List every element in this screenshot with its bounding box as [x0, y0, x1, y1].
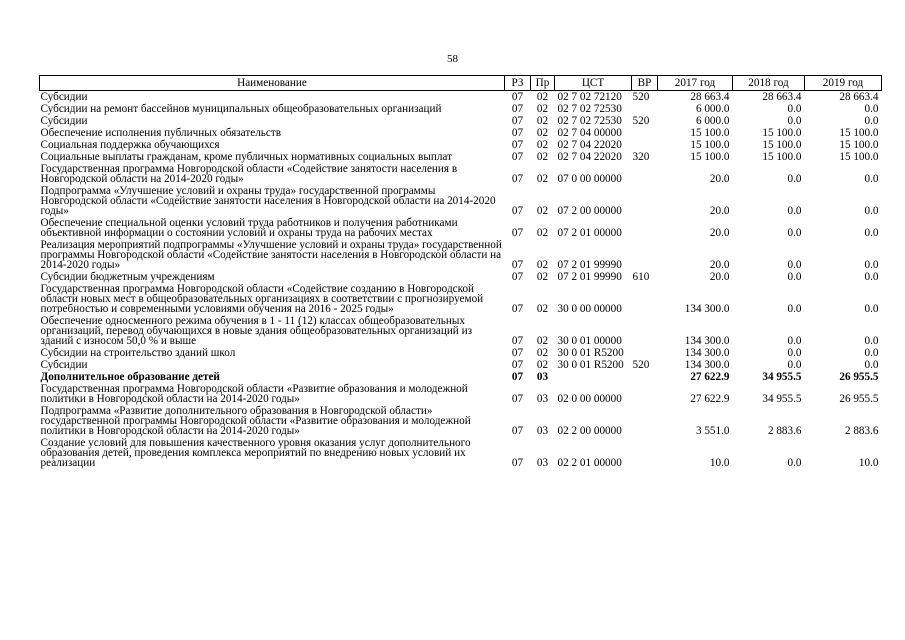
- row-rz: 07: [511, 393, 524, 405]
- row-pr: 02: [536, 335, 549, 347]
- table-header-row: [40, 76, 882, 91]
- table-row: [40, 283, 882, 315]
- table-row: [40, 163, 882, 185]
- row-pr: 02: [536, 303, 549, 315]
- row-2019-value: 0.0: [864, 115, 879, 127]
- row-rz: 07: [511, 347, 524, 359]
- row-pr: 02: [536, 359, 549, 371]
- row-cst: 30 0 01 R5200: [557, 359, 624, 371]
- row-vr: 520: [632, 359, 650, 371]
- row-vr: [632, 347, 658, 359]
- header-name: Наименование: [40, 76, 505, 91]
- row-name: Реализация мероприятий подпрограммы «Улучшение условий и охраны труда» государственной программы Новгородской области «Содействие занятости населения в Новгородской области на 2014-2020 годы»: [40, 239, 502, 271]
- row-2017-value: 6 000.0: [695, 103, 730, 115]
- row-2019-value: 0.0: [864, 259, 879, 271]
- row-cst: 02 7 02 72530: [557, 115, 622, 127]
- row-vr: [632, 163, 658, 185]
- row-cst: 07 2 01 99990: [557, 271, 622, 283]
- row-pr: 02: [536, 115, 549, 127]
- table-row: [40, 91, 882, 104]
- row-2018-value: 34 955.5: [762, 393, 802, 405]
- table-row: [40, 347, 882, 359]
- row-rz: 07: [511, 425, 524, 437]
- row-2018-value: 0.0: [787, 103, 802, 115]
- row-2018-value: 0.0: [787, 115, 802, 127]
- row-2017-value: 20.0: [709, 227, 730, 239]
- row-2018-value: 0.0: [787, 347, 802, 359]
- row-cst: 30 0 01 R5200: [557, 347, 624, 359]
- row-pr: 02: [536, 91, 549, 103]
- row-2018-value: 0.0: [787, 457, 802, 469]
- row-vr: [632, 283, 658, 315]
- row-rz: 07: [511, 259, 524, 271]
- row-rz: 07: [511, 139, 524, 151]
- row-2017-value: 20.0: [709, 205, 730, 217]
- row-name: Подпрограмма «Улучшение условий и охраны труда» государственной программы Новгородской области «Содействие занятости населения в Новгородской области на 2014-2020 годы»: [40, 185, 496, 217]
- row-pr: 02: [536, 173, 549, 185]
- row-name: Дополнительное образование детей: [40, 371, 220, 383]
- row-cst: 02 7 04 00000: [557, 127, 622, 139]
- table-row: [40, 315, 882, 347]
- row-pr: 02: [536, 259, 549, 271]
- row-2019-value: 15 100.0: [839, 127, 879, 139]
- row-2019-value: 2 883.6: [844, 425, 879, 437]
- row-rz: 07: [511, 271, 524, 283]
- table-row: [40, 371, 882, 383]
- row-2018-value: 15 100.0: [762, 139, 802, 151]
- row-cst: 07 2 01 00000: [557, 227, 622, 239]
- row-vr: [632, 103, 658, 115]
- row-rz: 07: [511, 205, 524, 217]
- row-2017-value: 6 000.0: [695, 115, 730, 127]
- row-2017-value: 15 100.0: [690, 139, 730, 151]
- row-2018-value: 34 955.5: [762, 371, 802, 383]
- row-name: Субсидии на ремонт бассейнов муниципальных общеобразовательных организаций: [40, 103, 442, 115]
- row-rz: 07: [511, 115, 524, 127]
- row-rz: 07: [511, 173, 524, 185]
- row-vr: [632, 217, 658, 239]
- row-cst: 07 2 00 00000: [557, 205, 622, 217]
- row-2017-value: 20.0: [709, 259, 730, 271]
- row-name: Субсидии бюджетным учреждениям: [40, 271, 215, 283]
- row-vr: [632, 371, 658, 383]
- row-2017-value: 134 300.0: [684, 359, 730, 371]
- row-cst: 02 7 02 72120: [557, 91, 622, 103]
- row-rz: 07: [511, 359, 524, 371]
- row-2019-value: 26 955.5: [839, 393, 879, 405]
- row-vr: 520: [632, 115, 650, 127]
- row-2018-value: 0.0: [787, 359, 802, 371]
- row-2019-value: 0.0: [864, 347, 879, 359]
- row-name: Субсидии: [40, 359, 88, 371]
- header-pr: Пр: [531, 76, 555, 91]
- row-rz: 07: [511, 303, 524, 315]
- table-row: [40, 239, 882, 271]
- row-cst: 30 0 00 00000: [557, 303, 622, 315]
- table-row: [40, 151, 882, 163]
- table-row: [40, 437, 882, 469]
- table-row: [40, 405, 882, 437]
- row-2018-value: 0.0: [787, 259, 802, 271]
- row-rz: 07: [511, 227, 524, 239]
- row-2018-value: 0.0: [787, 335, 802, 347]
- row-2017-value: 10.0: [709, 457, 730, 469]
- table-body: [40, 91, 882, 470]
- row-cst: 02 7 02 72530: [557, 103, 622, 115]
- row-vr: 520: [632, 91, 650, 103]
- table-row: [40, 359, 882, 371]
- row-2018-value: 15 100.0: [762, 151, 802, 163]
- row-name: Создание условий для повышения качественного уровня оказания услуг дополнительного образования детей, проведения комплекса мероприятий по внедрению новых условий их реализации: [40, 437, 471, 469]
- row-2017-value: 15 100.0: [690, 127, 730, 139]
- row-2018-value: 2 883.6: [767, 425, 802, 437]
- row-cst: 02 7 04 22020: [557, 139, 622, 151]
- row-cst: 07 0 00 00000: [557, 173, 622, 185]
- header-2017: 2017 год: [658, 76, 733, 91]
- row-name: Государственная программа Новгородской области «Содействие созданию в Новгородской области новых мест в общеобразовательных организациях в соответствии с прогнозируемой потребностью и современными условиями обучения на 2016 - 2025 годы»: [40, 283, 484, 315]
- row-vr: [632, 437, 658, 469]
- row-pr: 03: [536, 457, 549, 469]
- page-number: 58: [447, 53, 458, 65]
- row-2017-value: 20.0: [709, 173, 730, 185]
- row-2018-value: 0.0: [787, 303, 802, 315]
- row-2019-value: 0.0: [864, 359, 879, 371]
- header-2019: 2019 год: [805, 76, 882, 91]
- row-name: Государственная программа Новгородской области «Содействие занятости населения в Новгородской области на 2014-2020 годы»: [40, 163, 458, 185]
- row-pr: 02: [536, 205, 549, 217]
- row-vr: 320: [632, 151, 650, 163]
- row-2017-value: 20.0: [709, 271, 730, 283]
- row-vr: [632, 239, 658, 271]
- row-name: Социальные выплаты гражданам, кроме публичных нормативных социальных выплат: [40, 151, 452, 163]
- row-2018-value: 15 100.0: [762, 127, 802, 139]
- row-2019-value: 0.0: [864, 227, 879, 239]
- row-2019-value: 15 100.0: [839, 151, 879, 163]
- table-row: [40, 115, 882, 127]
- row-cst: 07 2 01 99990: [557, 259, 622, 271]
- row-cst: 02 0 00 00000: [557, 393, 622, 405]
- row-2017-value: 15 100.0: [690, 151, 730, 163]
- row-cst: 02 2 01 00000: [557, 457, 622, 469]
- row-2019-value: 0.0: [864, 173, 879, 185]
- row-name: Обеспечение специальной оценки условий труда работников и получения работниками объективной информации о состоянии условий и охраны труда на рабочих местах: [40, 217, 458, 239]
- row-pr: 03: [536, 393, 549, 405]
- row-2019-value: 28 663.4: [839, 91, 879, 103]
- row-rz: 07: [511, 371, 524, 383]
- row-pr: 02: [536, 227, 549, 239]
- row-pr: 02: [536, 127, 549, 139]
- row-2018-value: 0.0: [787, 227, 802, 239]
- row-pr: 03: [536, 371, 549, 383]
- row-name: Субсидии: [40, 91, 88, 103]
- row-2019-value: 15 100.0: [839, 139, 879, 151]
- row-name: Государственная программа Новгородской области «Развитие образования и молодежной политики в Новгородской области на 2014-2020 годы»: [40, 383, 468, 405]
- header-cst: ЦСТ: [555, 76, 632, 91]
- row-vr: [632, 405, 658, 437]
- row-pr: 02: [536, 151, 549, 163]
- row-cst: 30 0 01 00000: [557, 335, 622, 347]
- header-2018: 2018 год: [733, 76, 805, 91]
- row-name: Обеспечение исполнения публичных обязательств: [40, 127, 282, 139]
- row-2018-value: 28 663.4: [762, 91, 802, 103]
- row-2017-value: 27 622.9: [690, 393, 730, 405]
- row-rz: 07: [511, 103, 524, 115]
- row-rz: 07: [511, 151, 524, 163]
- row-rz: 07: [511, 457, 524, 469]
- row-2018-value: 0.0: [787, 205, 802, 217]
- table-row: [40, 271, 882, 283]
- row-vr: [632, 383, 658, 405]
- row-2017-value: 3 551.0: [695, 425, 730, 437]
- row-pr: 02: [536, 139, 549, 151]
- row-name: Субсидии: [40, 115, 88, 127]
- row-2019-value: 0.0: [864, 205, 879, 217]
- row-2017-value: 27 622.9: [690, 371, 730, 383]
- row-rz: 07: [511, 335, 524, 347]
- row-pr: 02: [536, 103, 549, 115]
- row-name: Обеспечение односменного режима обучения в 1 - 11 (12) классах общеобразовательных организаций, перевод обучающихся в новые здания общеобразовательных организаций из зданий с износом 50,0 % и выше: [40, 315, 472, 347]
- row-cst: [555, 371, 632, 383]
- row-name: Субсидии на строительство зданий школ: [40, 347, 236, 359]
- header-rz: РЗ: [505, 76, 531, 91]
- table-row: [40, 185, 882, 217]
- row-name: Подпрограмма «Развитие дополнительного образования в Новгородской области» государственной программы Новгородской области «Развитие образования и молодежной политики в Новгородской области на 2014-2020 годы»: [40, 405, 471, 437]
- row-rz: 07: [511, 91, 524, 103]
- row-2017-value: 134 300.0: [684, 303, 730, 315]
- row-2017-value: 134 300.0: [684, 335, 730, 347]
- row-vr: [632, 315, 658, 347]
- row-2019-value: 0.0: [864, 271, 879, 283]
- row-2019-value: 0.0: [864, 335, 879, 347]
- row-2018-value: 0.0: [787, 173, 802, 185]
- row-pr: 03: [536, 425, 549, 437]
- row-2019-value: 0.0: [864, 103, 879, 115]
- header-vr: ВР: [632, 76, 658, 91]
- table-row: [40, 383, 882, 405]
- row-vr: [632, 127, 658, 139]
- table-row: [40, 139, 882, 151]
- row-2017-value: 134 300.0: [684, 347, 730, 359]
- row-vr: 610: [632, 271, 650, 283]
- row-2019-value: 10.0: [858, 457, 879, 469]
- row-name: Социальная поддержка обучающихся: [40, 139, 220, 151]
- row-vr: [632, 139, 658, 151]
- row-2019-value: 0.0: [864, 303, 879, 315]
- table-row: [40, 127, 882, 139]
- row-cst: 02 7 04 22020: [557, 151, 622, 163]
- row-2019-value: 26 955.5: [839, 371, 879, 383]
- table-row: [40, 103, 882, 115]
- table-row: [40, 217, 882, 239]
- row-rz: 07: [511, 127, 524, 139]
- row-2018-value: 0.0: [787, 271, 802, 283]
- row-pr: 02: [536, 347, 549, 359]
- row-2017-value: 28 663.4: [690, 91, 730, 103]
- budget-table: [39, 75, 882, 469]
- row-vr: [632, 185, 658, 217]
- row-pr: 02: [536, 271, 549, 283]
- row-cst: 02 2 00 00000: [557, 425, 622, 437]
